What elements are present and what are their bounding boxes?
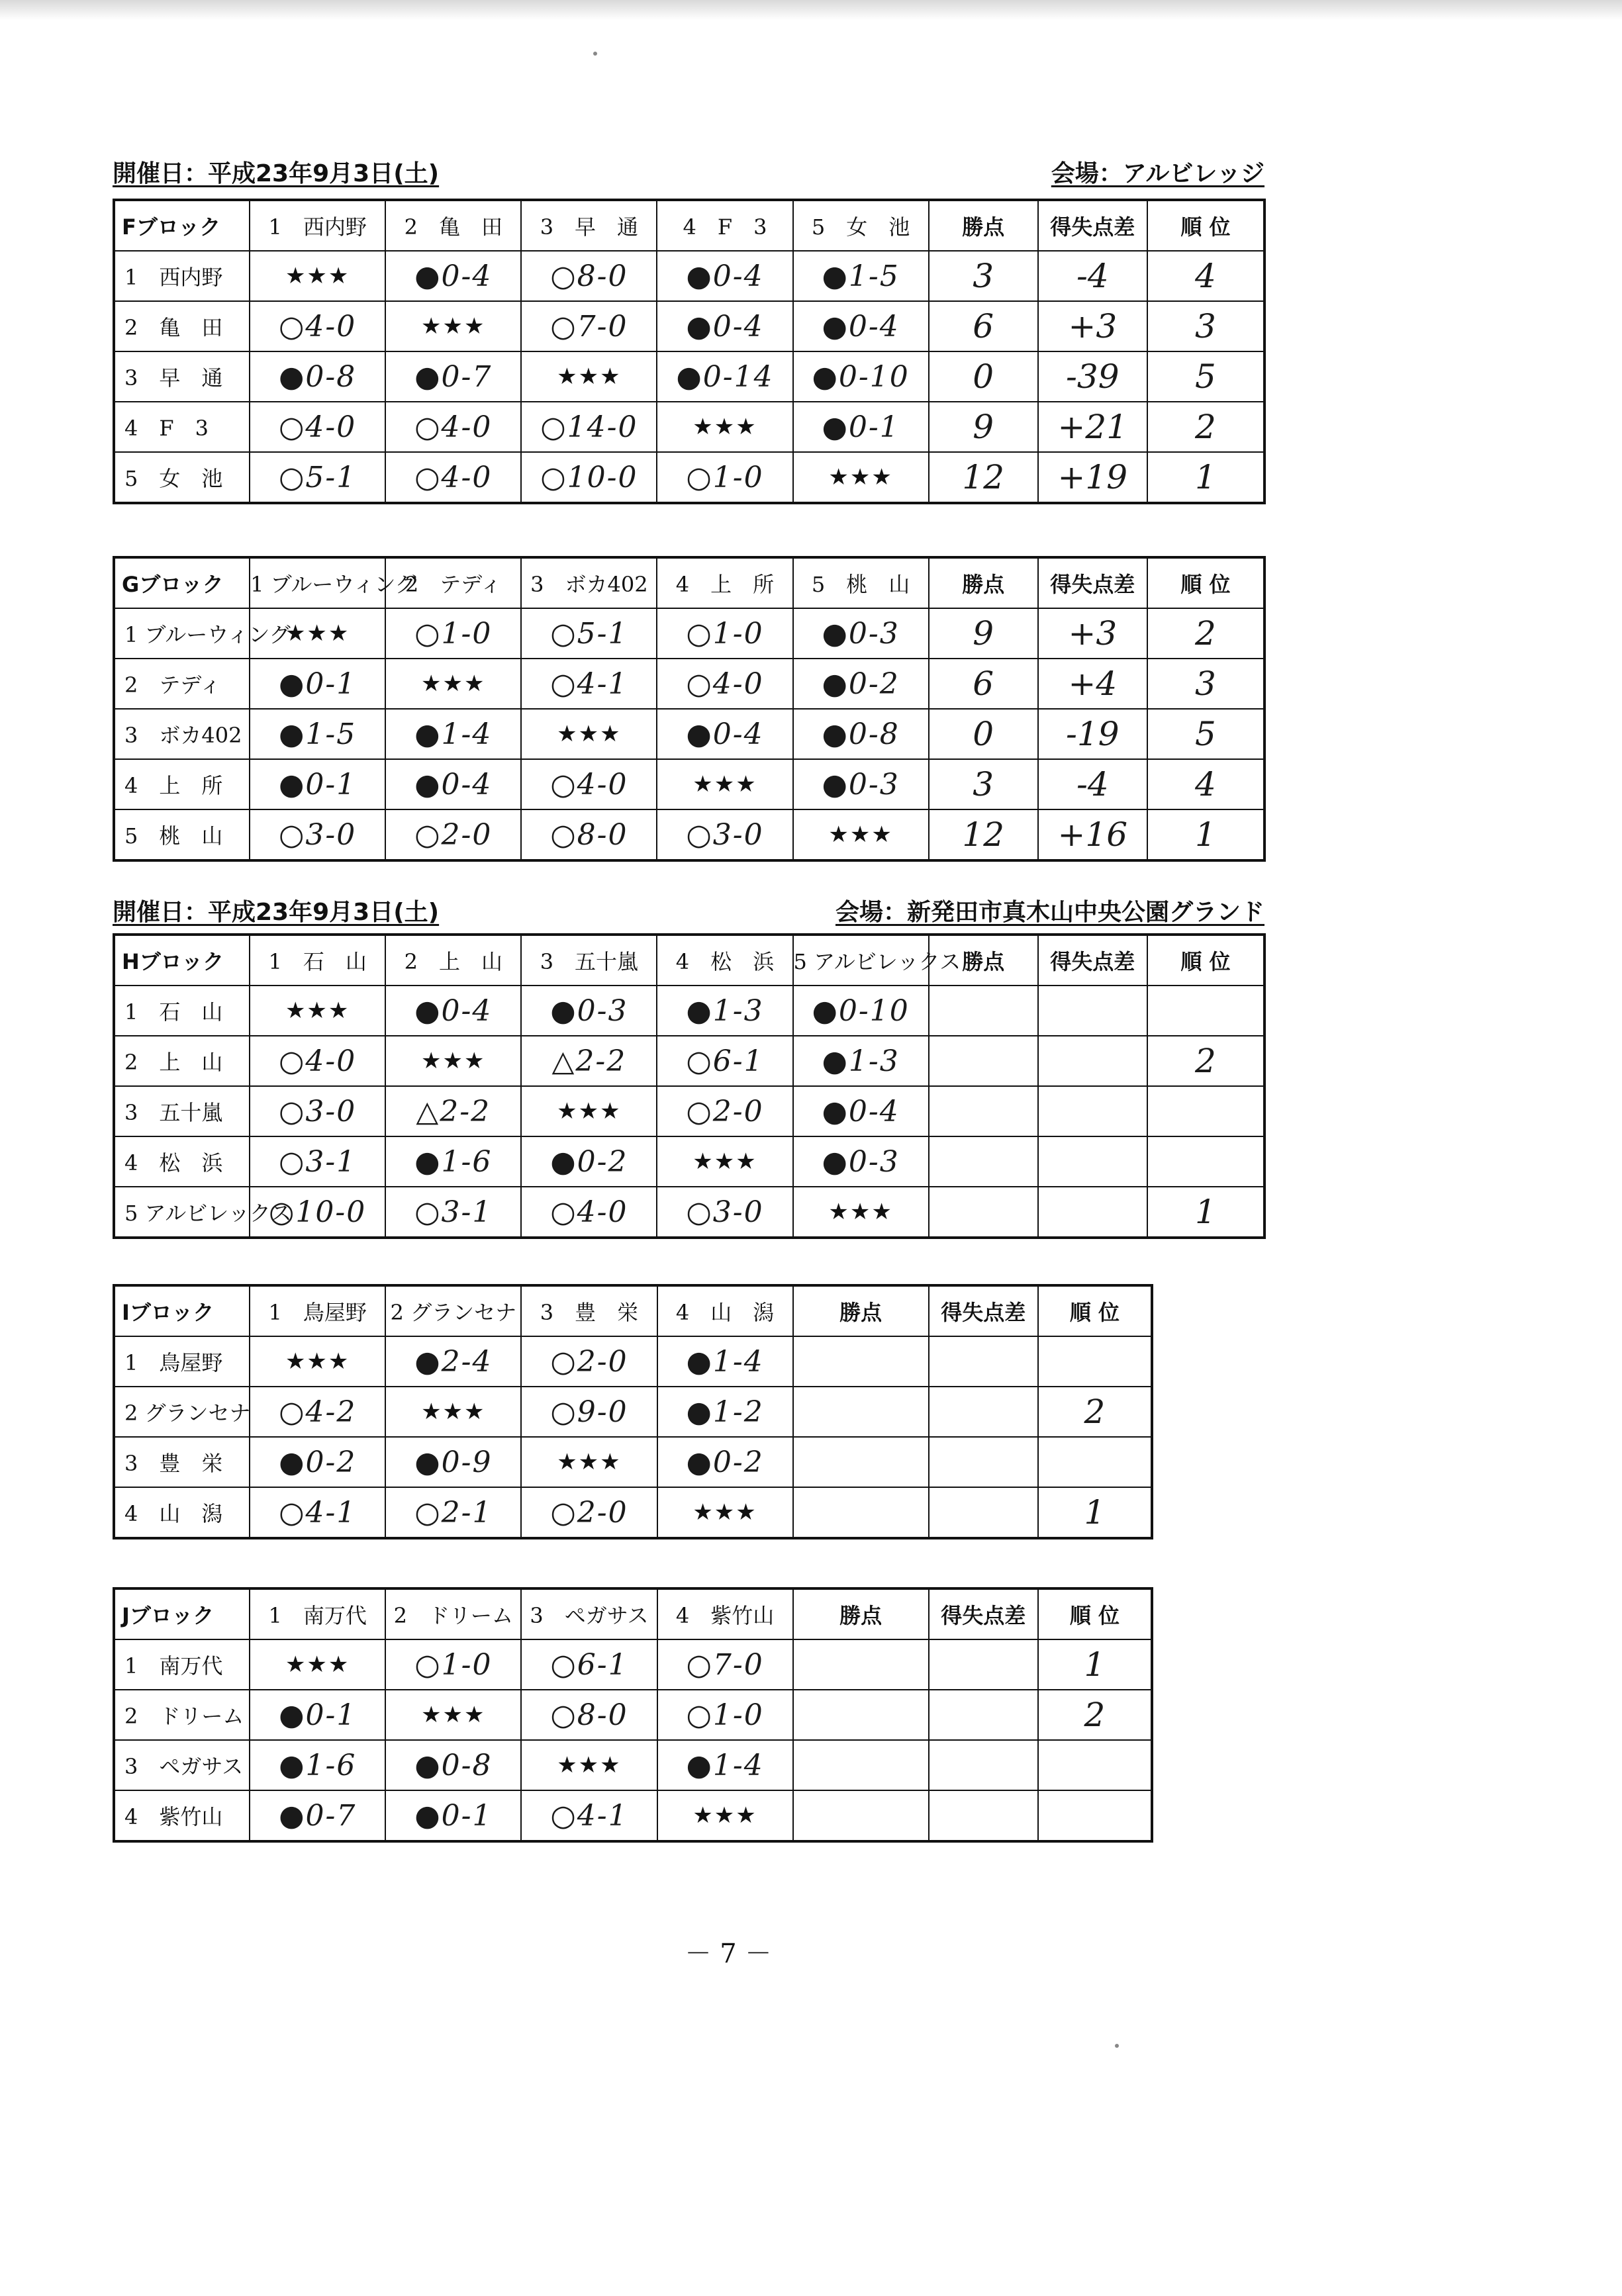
match-result-cell: ○8-0 <box>521 1690 657 1740</box>
table-row <box>114 402 1264 452</box>
match-result-cell: ○3-0 <box>657 1187 792 1238</box>
match-result-cell: ○10-0 <box>250 1187 385 1238</box>
match-result-cell: ●0-3 <box>521 986 657 1036</box>
match-result-cell: ○10-0 <box>521 452 657 503</box>
goal-diff-cell <box>1038 1086 1147 1136</box>
match-result-cell: ●0-1 <box>250 1690 385 1740</box>
match-result-cell: ○2-0 <box>657 1086 792 1136</box>
self-match-cell: ★★★ <box>657 759 792 809</box>
rank-header: 順 位 <box>1038 1285 1152 1336</box>
rank-cell: 1 <box>1038 1639 1152 1690</box>
match-result-cell: ○1-0 <box>657 1690 793 1740</box>
table-row <box>114 1036 1264 1086</box>
match-result-cell: ○4-0 <box>250 1036 385 1086</box>
team-column-header: 3 ペガサス <box>521 1588 657 1639</box>
team-column-header: 4 松 浜 <box>657 935 792 986</box>
team-column-header: 1 ブルーウィング <box>250 557 385 608</box>
rank-cell: 5 <box>1147 351 1264 402</box>
team-name: 3 ペガサス <box>114 1740 250 1790</box>
table-row <box>114 809 1264 860</box>
match-result-cell: ○2-0 <box>385 809 521 860</box>
team-column-header: 3 早 通 <box>521 200 657 251</box>
rank-cell: 1 <box>1147 452 1264 503</box>
rank-cell: 2 <box>1147 608 1264 659</box>
self-match-cell: ★★★ <box>385 301 521 351</box>
match-result-cell: ○4-0 <box>385 402 521 452</box>
rank-cell <box>1147 986 1264 1036</box>
goal-diff-cell: -39 <box>1038 351 1147 402</box>
match-result-cell: ●0-1 <box>385 1790 521 1841</box>
self-match-cell: ★★★ <box>793 1187 929 1238</box>
match-result-cell: ●0-8 <box>793 709 929 759</box>
match-result-cell: ○4-0 <box>250 301 385 351</box>
goal-diff-cell <box>929 1336 1038 1387</box>
rank-header: 順 位 <box>1147 557 1264 608</box>
event-venue: 会場：新発田市真木山中央公園グランド <box>835 899 1264 926</box>
self-match-cell: ★★★ <box>793 809 929 860</box>
team-column-header: 5 アルビレックス <box>793 935 929 986</box>
match-result-cell: ●0-3 <box>793 759 929 809</box>
table-row <box>114 1740 1152 1790</box>
section2-header <box>113 890 1264 929</box>
team-name: 4 紫竹山 <box>114 1790 250 1841</box>
match-result-cell: ●1-3 <box>657 986 792 1036</box>
goal-diff-cell: +19 <box>1038 452 1147 503</box>
match-result-cell: ○1-0 <box>385 1639 521 1690</box>
match-result-cell: ○9-0 <box>521 1387 657 1437</box>
match-result-cell: ●0-4 <box>385 251 521 301</box>
goal-diff-cell: -4 <box>1038 759 1147 809</box>
team-column-header: 2 亀 田 <box>385 200 521 251</box>
match-result-cell: ○4-1 <box>521 659 657 709</box>
rank-cell: 2 <box>1147 402 1264 452</box>
team-column-header: 2 グランセナ <box>385 1285 521 1336</box>
team-column-header: 2 上 山 <box>385 935 521 986</box>
table-row <box>114 452 1264 503</box>
match-result-cell: ●1-4 <box>657 1336 793 1387</box>
match-result-cell: ●1-5 <box>793 251 929 301</box>
table-header-row <box>114 557 1264 608</box>
self-match-cell: ★★★ <box>385 1036 521 1086</box>
self-match-cell: ★★★ <box>385 1690 521 1740</box>
goal-diff-cell: -4 <box>1038 251 1147 301</box>
match-result-cell: ●0-2 <box>793 659 929 709</box>
self-match-cell: ★★★ <box>521 709 657 759</box>
team-name: 4 F 3 <box>114 402 250 452</box>
rank-cell <box>1038 1790 1152 1841</box>
table-row <box>114 1086 1264 1136</box>
table-row <box>114 1639 1152 1690</box>
points-header: 勝点 <box>929 200 1038 251</box>
rank-header: 順 位 <box>1147 200 1264 251</box>
rank-cell: 2 <box>1147 1036 1264 1086</box>
self-match-cell: ★★★ <box>385 1387 521 1437</box>
goal-diff-cell: +21 <box>1038 402 1147 452</box>
team-name: 3 豊 栄 <box>114 1437 250 1487</box>
match-result-cell: ●0-3 <box>793 608 929 659</box>
team-column-header: 1 南万代 <box>250 1588 385 1639</box>
self-match-cell: ★★★ <box>250 1639 385 1690</box>
goal-diff-cell <box>1038 1136 1147 1187</box>
rank-cell: 4 <box>1147 759 1264 809</box>
team-name: 1 西内野 <box>114 251 250 301</box>
match-result-cell: ○7-0 <box>657 1639 793 1690</box>
team-name: 4 松 浜 <box>114 1136 250 1187</box>
team-column-header: 5 桃 山 <box>793 557 929 608</box>
match-result-cell: ●1-4 <box>657 1740 793 1790</box>
table-row <box>114 301 1264 351</box>
team-column-header: 4 F 3 <box>657 200 792 251</box>
table-row <box>114 709 1264 759</box>
table-row <box>114 1136 1264 1187</box>
points-cell <box>929 1086 1038 1136</box>
rank-cell: 3 <box>1147 301 1264 351</box>
table-row <box>114 986 1264 1036</box>
match-result-cell: ●0-4 <box>385 986 521 1036</box>
points-cell <box>793 1336 929 1387</box>
team-name: 4 山 潟 <box>114 1487 250 1538</box>
match-result-cell: ○1-0 <box>657 452 792 503</box>
points-cell <box>929 1136 1038 1187</box>
points-header: 勝点 <box>793 1285 929 1336</box>
self-match-cell: ★★★ <box>250 986 385 1036</box>
match-result-cell: ○4-1 <box>250 1487 385 1538</box>
table-row <box>114 1487 1152 1538</box>
team-name: 2 亀 田 <box>114 301 250 351</box>
goal-diff-cell <box>1038 1187 1147 1238</box>
points-cell <box>793 1639 929 1690</box>
team-column-header: 1 石 山 <box>250 935 385 986</box>
match-result-cell: ○3-1 <box>385 1187 521 1238</box>
block-i-table <box>113 1284 1153 1539</box>
team-column-header: 1 鳥屋野 <box>250 1285 385 1336</box>
self-match-cell: ★★★ <box>521 1740 657 1790</box>
self-match-cell: ★★★ <box>657 1136 792 1187</box>
match-result-cell: ○8-0 <box>521 809 657 860</box>
self-match-cell: ★★★ <box>385 659 521 709</box>
table-row <box>114 1690 1152 1740</box>
block-name: Fブロック <box>114 200 250 251</box>
goal-diff-header: 得失点差 <box>1038 200 1147 251</box>
match-result-cell: ●0-8 <box>385 1740 521 1790</box>
team-name: 1 石 山 <box>114 986 250 1036</box>
self-match-cell: ★★★ <box>521 1437 657 1487</box>
section1-header <box>113 151 1264 191</box>
match-result-cell: ●2-4 <box>385 1336 521 1387</box>
match-result-cell: ●1-6 <box>250 1740 385 1790</box>
match-result-cell: ●0-1 <box>793 402 929 452</box>
table-row <box>114 1336 1152 1387</box>
goal-diff-header: 得失点差 <box>929 1285 1038 1336</box>
match-result-cell: ○4-1 <box>521 1790 657 1841</box>
points-cell: 0 <box>929 351 1038 402</box>
team-column-header: 2 テディ <box>385 557 521 608</box>
points-cell <box>929 1036 1038 1086</box>
match-result-cell: ●0-2 <box>521 1136 657 1187</box>
rank-cell <box>1147 1086 1264 1136</box>
self-match-cell: ★★★ <box>793 452 929 503</box>
team-name: 1 南万代 <box>114 1639 250 1690</box>
scan-speck <box>1115 2044 1119 2048</box>
self-match-cell: ★★★ <box>657 1790 793 1841</box>
goal-diff-cell <box>929 1487 1038 1538</box>
table-row <box>114 1187 1264 1238</box>
match-result-cell: ●0-4 <box>793 1086 929 1136</box>
rank-cell <box>1038 1740 1152 1790</box>
table-row <box>114 351 1264 402</box>
scan-top-shadow <box>0 0 1622 20</box>
team-name: 5 アルビレックス <box>114 1187 250 1238</box>
table-header-row <box>114 935 1264 986</box>
table-row <box>114 1790 1152 1841</box>
match-result-cell: ●0-2 <box>250 1437 385 1487</box>
rank-cell: 2 <box>1038 1690 1152 1740</box>
points-cell <box>793 1790 929 1841</box>
points-cell <box>793 1437 929 1487</box>
match-result-cell: ●0-14 <box>657 351 792 402</box>
rank-cell: 1 <box>1147 1187 1264 1238</box>
match-result-cell: ●1-6 <box>385 1136 521 1187</box>
match-result-cell: ○8-0 <box>521 251 657 301</box>
self-match-cell: ★★★ <box>657 402 792 452</box>
match-result-cell: ○3-0 <box>657 809 792 860</box>
match-result-cell: ●0-7 <box>250 1790 385 1841</box>
goal-diff-header: 得失点差 <box>1038 935 1147 986</box>
team-column-header: 4 上 所 <box>657 557 792 608</box>
block-name: Iブロック <box>114 1285 250 1336</box>
event-venue: 会場：アルビレッジ <box>1051 160 1264 187</box>
block-g-table <box>113 556 1266 862</box>
team-column-header: 3 ボカ402 <box>521 557 657 608</box>
block-j-table <box>113 1587 1153 1843</box>
table-row <box>114 251 1264 301</box>
table-row <box>114 659 1264 709</box>
match-result-cell: ○2-0 <box>521 1336 657 1387</box>
match-result-cell: ●0-9 <box>385 1437 521 1487</box>
match-result-cell: ○3-0 <box>250 809 385 860</box>
block-f-table <box>113 199 1266 504</box>
match-result-cell: ●1-4 <box>385 709 521 759</box>
match-result-cell: ○6-1 <box>521 1639 657 1690</box>
team-name: 3 五十嵐 <box>114 1086 250 1136</box>
goal-diff-cell <box>1038 1036 1147 1086</box>
match-result-cell: ○5-1 <box>521 608 657 659</box>
rank-cell <box>1147 1136 1264 1187</box>
match-result-cell: ●1-2 <box>657 1387 793 1437</box>
table-header-row <box>114 1588 1152 1639</box>
team-name: 5 桃 山 <box>114 809 250 860</box>
goal-diff-cell <box>929 1639 1038 1690</box>
self-match-cell: ★★★ <box>521 351 657 402</box>
points-cell: 3 <box>929 759 1038 809</box>
points-cell: 12 <box>929 809 1038 860</box>
event-date: 開催日：平成23年9月3日(土) <box>113 899 440 926</box>
match-result-cell: ●0-1 <box>250 759 385 809</box>
points-cell: 6 <box>929 301 1038 351</box>
rank-cell: 2 <box>1038 1387 1152 1437</box>
points-cell <box>929 986 1038 1036</box>
match-result-cell: ●0-4 <box>657 301 792 351</box>
page-number: － 7 － <box>685 1939 772 1969</box>
self-match-cell: ★★★ <box>250 608 385 659</box>
match-result-cell: ○3-1 <box>250 1136 385 1187</box>
team-name: 2 上 山 <box>114 1036 250 1086</box>
match-result-cell: ○4-0 <box>385 452 521 503</box>
match-result-cell: ●0-3 <box>793 1136 929 1187</box>
team-column-header: 4 山 潟 <box>657 1285 793 1336</box>
team-name: 1 鳥屋野 <box>114 1336 250 1387</box>
rank-cell <box>1038 1336 1152 1387</box>
points-cell: 9 <box>929 608 1038 659</box>
match-result-cell: ○2-0 <box>521 1487 657 1538</box>
rank-header: 順 位 <box>1147 935 1264 986</box>
match-result-cell: ○4-0 <box>250 402 385 452</box>
table-row <box>114 1387 1152 1437</box>
goal-diff-cell <box>929 1790 1038 1841</box>
match-result-cell: ○7-0 <box>521 301 657 351</box>
goal-diff-cell: +3 <box>1038 301 1147 351</box>
match-result-cell: ○4-2 <box>250 1387 385 1437</box>
goal-diff-cell: +16 <box>1038 809 1147 860</box>
team-column-header: 3 豊 栄 <box>521 1285 657 1336</box>
match-result-cell: ○1-0 <box>385 608 521 659</box>
points-cell <box>793 1690 929 1740</box>
table-header-row <box>114 200 1264 251</box>
self-match-cell: ★★★ <box>521 1086 657 1136</box>
block-h-table <box>113 933 1266 1239</box>
scan-speck <box>593 52 597 56</box>
table-header-row <box>114 1285 1152 1336</box>
rank-cell: 5 <box>1147 709 1264 759</box>
team-column-header: 1 西内野 <box>250 200 385 251</box>
points-header: 勝点 <box>929 557 1038 608</box>
team-name: 1 ブルーウィング <box>114 608 250 659</box>
match-result-cell: ●0-1 <box>250 659 385 709</box>
points-cell <box>793 1487 929 1538</box>
team-column-header: 4 紫竹山 <box>657 1588 793 1639</box>
points-cell: 9 <box>929 402 1038 452</box>
table-row <box>114 608 1264 659</box>
team-column-header: 2 ドリーム <box>385 1588 521 1639</box>
points-cell: 0 <box>929 709 1038 759</box>
match-result-cell: ○6-1 <box>657 1036 792 1086</box>
rank-header: 順 位 <box>1038 1588 1152 1639</box>
match-result-cell: ○5-1 <box>250 452 385 503</box>
goal-diff-cell: +3 <box>1038 608 1147 659</box>
points-header: 勝点 <box>793 1588 929 1639</box>
match-result-cell: ●1-3 <box>793 1036 929 1086</box>
match-result-cell: △2-2 <box>385 1086 521 1136</box>
match-result-cell: ●0-4 <box>385 759 521 809</box>
goal-diff-cell <box>929 1437 1038 1487</box>
points-cell <box>929 1187 1038 1238</box>
match-result-cell: ●0-2 <box>657 1437 793 1487</box>
self-match-cell: ★★★ <box>250 251 385 301</box>
match-result-cell: ○3-0 <box>250 1086 385 1136</box>
team-column-header: 3 五十嵐 <box>521 935 657 986</box>
block-name: Jブロック <box>114 1588 250 1639</box>
match-result-cell: ●0-7 <box>385 351 521 402</box>
rank-cell: 3 <box>1147 659 1264 709</box>
team-name: 3 早 通 <box>114 351 250 402</box>
rank-cell: 1 <box>1147 809 1264 860</box>
match-result-cell: ●0-10 <box>793 986 929 1036</box>
match-result-cell: △2-2 <box>521 1036 657 1086</box>
rank-cell <box>1038 1437 1152 1487</box>
table-row <box>114 1437 1152 1487</box>
team-name: 3 ボカ402 <box>114 709 250 759</box>
self-match-cell: ★★★ <box>250 1336 385 1387</box>
match-result-cell: ●0-8 <box>250 351 385 402</box>
team-name: 2 ドリーム <box>114 1690 250 1740</box>
match-result-cell: ●0-10 <box>793 351 929 402</box>
points-header: 勝点 <box>929 935 1038 986</box>
self-match-cell: ★★★ <box>657 1487 793 1538</box>
goal-diff-cell: +4 <box>1038 659 1147 709</box>
team-name: 5 女 池 <box>114 452 250 503</box>
table-row <box>114 759 1264 809</box>
team-name: 2 グランセナ <box>114 1387 250 1437</box>
match-result-cell: ●0-4 <box>793 301 929 351</box>
match-result-cell: ○2-1 <box>385 1487 521 1538</box>
goal-diff-cell: -19 <box>1038 709 1147 759</box>
goal-diff-cell <box>929 1690 1038 1740</box>
block-name: Gブロック <box>114 557 250 608</box>
points-cell: 3 <box>929 251 1038 301</box>
points-cell <box>793 1387 929 1437</box>
match-result-cell: ○1-0 <box>657 608 792 659</box>
goal-diff-cell <box>1038 986 1147 1036</box>
points-cell: 6 <box>929 659 1038 709</box>
points-cell: 12 <box>929 452 1038 503</box>
team-column-header: 5 女 池 <box>793 200 929 251</box>
match-result-cell: ●0-4 <box>657 251 792 301</box>
team-name: 4 上 所 <box>114 759 250 809</box>
team-name: 2 テディ <box>114 659 250 709</box>
goal-diff-header: 得失点差 <box>1038 557 1147 608</box>
block-name: Hブロック <box>114 935 250 986</box>
rank-cell: 4 <box>1147 251 1264 301</box>
match-result-cell: ○14-0 <box>521 402 657 452</box>
match-result-cell: ○4-0 <box>657 659 792 709</box>
match-result-cell: ○4-0 <box>521 1187 657 1238</box>
rank-cell: 1 <box>1038 1487 1152 1538</box>
goal-diff-cell <box>929 1740 1038 1790</box>
match-result-cell: ●0-4 <box>657 709 792 759</box>
points-cell <box>793 1740 929 1790</box>
goal-diff-header: 得失点差 <box>929 1588 1038 1639</box>
match-result-cell: ○4-0 <box>521 759 657 809</box>
goal-diff-cell <box>929 1387 1038 1437</box>
event-date: 開催日：平成23年9月3日(土) <box>113 160 440 187</box>
match-result-cell: ●1-5 <box>250 709 385 759</box>
